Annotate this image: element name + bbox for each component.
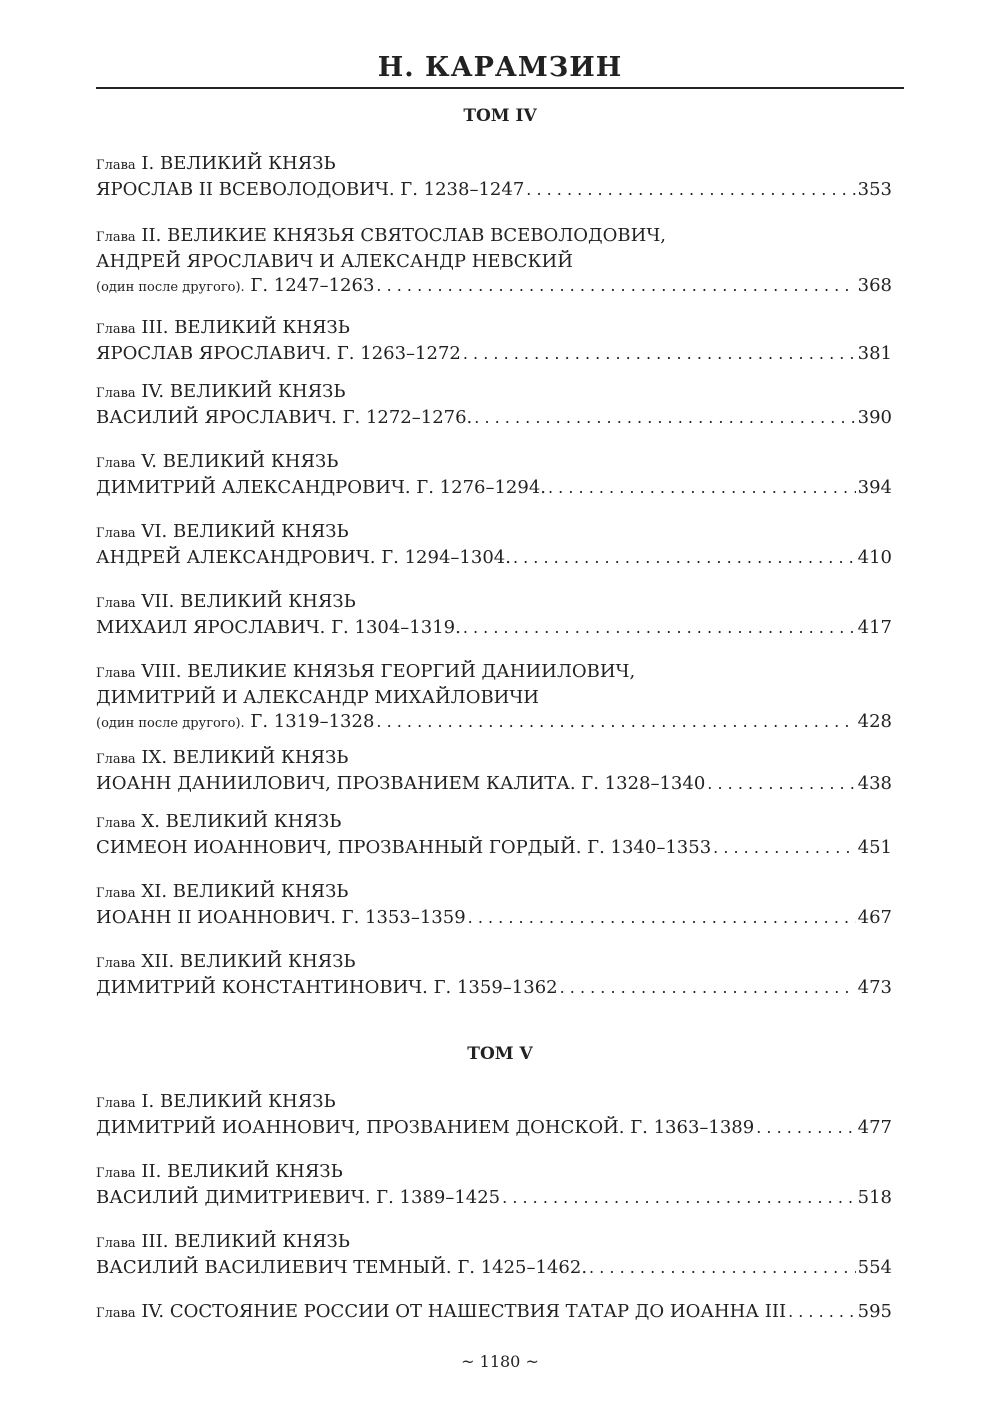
toc-entry[interactable]: Глава V. ВЕЛИКИЙ КНЯЗЬ ДИМИТРИЙ АЛЕКСАНДРОВИЧ. Г. 1276–1294. . . . 394 xyxy=(96,450,892,500)
toc-entry[interactable]: Глава III. ВЕЛИКИЙ КНЯЗЬ ЯРОСЛАВ ЯРОСЛАВИЧ. Г. 1263–1272 . . . 381 xyxy=(96,316,892,366)
page-header xyxy=(96,52,904,89)
page-number: 554 xyxy=(857,1257,892,1278)
toc-entry[interactable]: Глава II. ВЕЛИКИЕ КНЯЗЬЯ СВЯТОСЛАВ ВСЕВОЛОДОВИЧ, АНДРЕЙ ЯРОСЛАВИЧ И АЛЕКСАНДР НЕВСКИЙ (один после другого). Г. 1247–1263 . . . 368 xyxy=(96,224,892,300)
toc-entry[interactable]: Глава VII. ВЕЛИКИЙ КНЯЗЬ МИХАИЛ ЯРОСЛАВИЧ. Г. 1304–1319. . . . 417 xyxy=(96,590,892,640)
page-number: 438 xyxy=(857,773,892,794)
page-number: 410 xyxy=(857,547,892,568)
volume-iv-title: ТОМ IV xyxy=(463,106,537,126)
page-number: 473 xyxy=(857,977,892,998)
toc-entry[interactable]: Глава IV. ВЕЛИКИЙ КНЯЗЬ ВАСИЛИЙ ЯРОСЛАВИЧ. Г. 1272–1276. . . . 390 xyxy=(96,380,892,430)
page-number: 390 xyxy=(857,407,892,428)
toc-entry[interactable]: Глава IV. СОСТОЯНИЕ РОССИИ ОТ НАШЕСТВИЯ ТАТАР ДО ИОАННА III . . . 595 xyxy=(96,1300,892,1326)
page-number: 353 xyxy=(857,179,892,200)
toc-entry[interactable]: Глава I. ВЕЛИКИЙ КНЯЗЬ ЯРОСЛАВ II ВСЕВОЛОДОВИЧ. Г. 1238–1247 . . . 353 xyxy=(96,152,892,202)
page-number: 467 xyxy=(857,907,892,928)
toc-entry[interactable]: Глава VIII. ВЕЛИКИЕ КНЯЗЬЯ ГЕОРГИЙ ДАНИИЛОВИЧ, ДИМИТРИЙ И АЛЕКСАНДР МИХАЙЛОВИЧИ (один после другого). Г. 1319–1328 . . . 428 xyxy=(96,660,892,736)
toc-entry[interactable]: Глава I. ВЕЛИКИЙ КНЯЗЬ ДИМИТРИЙ ИОАННОВИЧ, ПРОЗВАНИЕМ ДОНСКОЙ. Г. 1363–1389 . . . 477 xyxy=(96,1090,892,1140)
toc-entry[interactable]: Глава XI. ВЕЛИКИЙ КНЯЗЬ ИОАНН II ИОАННОВИЧ. Г. 1353–1359 . . . 467 xyxy=(96,880,892,930)
page-number: 595 xyxy=(857,1301,892,1322)
page-number: 428 xyxy=(857,711,892,732)
toc-entry[interactable]: Глава IX. ВЕЛИКИЙ КНЯЗЬ ИОАНН ДАНИИЛОВИЧ, ПРОЗВАНИЕМ КАЛИТА. Г. 1328–1340 . . . 438 xyxy=(96,746,892,796)
author-name: Н. КАРАМЗИН xyxy=(377,52,623,83)
page-number: 518 xyxy=(857,1187,892,1208)
toc-entry[interactable]: Глава VI. ВЕЛИКИЙ КНЯЗЬ АНДРЕЙ АЛЕКСАНДРОВИЧ. Г. 1294–1304. . . . 410 xyxy=(96,520,892,570)
page-number: 394 xyxy=(857,477,892,498)
toc-entry[interactable]: Глава X. ВЕЛИКИЙ КНЯЗЬ СИМЕОН ИОАННОВИЧ, ПРОЗВАННЫЙ ГОРДЫЙ. Г. 1340–1353 . . . 451 xyxy=(96,810,892,860)
page-number: 417 xyxy=(857,617,892,638)
page-number: 368 xyxy=(857,275,892,296)
page-number: 451 xyxy=(857,837,892,858)
toc-entry[interactable]: Глава XII. ВЕЛИКИЙ КНЯЗЬ ДИМИТРИЙ КОНСТАНТИНОВИЧ. Г. 1359–1362 . . . 473 xyxy=(96,950,892,1000)
page-footer-number: ~ 1180 ~ xyxy=(461,1352,539,1371)
page-number: 477 xyxy=(857,1117,892,1138)
volume-v-title: ТОМ V xyxy=(467,1044,533,1064)
toc-entry[interactable]: Глава II. ВЕЛИКИЙ КНЯЗЬ ВАСИЛИЙ ДИМИТРИЕВИЧ. Г. 1389–1425 . . . 518 xyxy=(96,1160,892,1210)
toc-entry[interactable]: Глава III. ВЕЛИКИЙ КНЯЗЬ ВАСИЛИЙ ВАСИЛИЕВИЧ ТЕМНЫЙ. Г. 1425–1462. . . . 554 xyxy=(96,1230,892,1280)
page-number: 381 xyxy=(857,343,892,364)
